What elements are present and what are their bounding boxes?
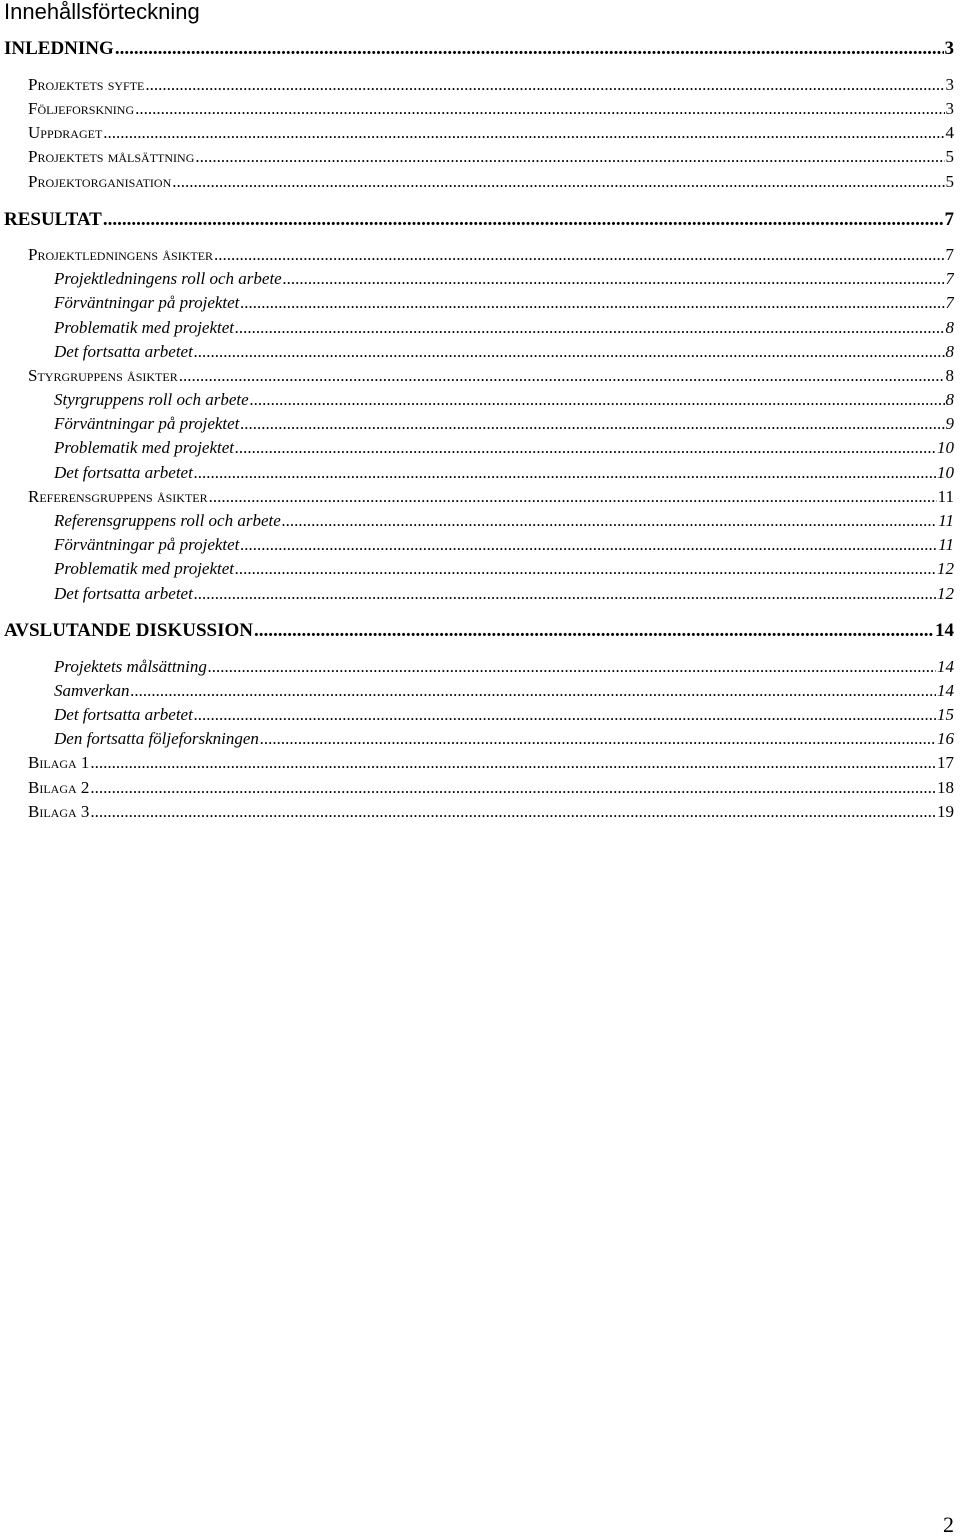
toc-entry-page: 5 xyxy=(945,172,954,191)
toc-entry-title: Projektets målsättning xyxy=(54,657,207,676)
toc-entry-page: 11 xyxy=(938,535,954,554)
toc-entry[interactable] xyxy=(28,98,954,120)
toc-entry[interactable] xyxy=(28,122,954,144)
toc-entry-page: 7 xyxy=(945,245,954,264)
toc-entry[interactable] xyxy=(28,752,954,774)
toc-dot-leader xyxy=(90,752,936,774)
toc-entry[interactable] xyxy=(28,244,954,266)
toc-entry-page: 8 xyxy=(945,390,954,409)
toc-entry-page: 11 xyxy=(938,511,954,530)
toc-entry[interactable] xyxy=(54,437,954,459)
toc-entry[interactable] xyxy=(54,341,954,363)
toc-entry[interactable] xyxy=(28,146,954,168)
toc-entry-page: 15 xyxy=(937,705,954,724)
toc-entry-title: Uppdraget xyxy=(28,123,103,142)
toc-entry-title: Förväntningar på projektet xyxy=(54,293,240,312)
toc-dot-leader xyxy=(235,558,936,580)
toc-entry-title: Det fortsatta arbetet xyxy=(54,342,193,361)
toc-entry-title: Förväntningar på projektet xyxy=(54,535,240,554)
toc-entry-page: 7 xyxy=(945,269,954,288)
toc-entry-title: Projektledningens roll och arbete xyxy=(54,269,282,288)
toc-dot-leader xyxy=(90,777,936,799)
toc-dot-leader xyxy=(282,510,937,532)
toc-dot-leader xyxy=(172,171,944,193)
toc-dot-leader xyxy=(194,462,936,484)
toc-entry[interactable] xyxy=(28,486,954,508)
toc-entry-title: Det fortsatta arbetet xyxy=(54,463,193,482)
toc-dot-leader xyxy=(103,208,944,232)
toc-dot-leader xyxy=(90,801,936,823)
toc-entry[interactable] xyxy=(54,558,954,580)
toc-entry-title: Styrgruppens roll och arbete xyxy=(54,390,249,409)
toc-dot-leader xyxy=(214,244,944,266)
toc-entry-page: 11 xyxy=(937,487,954,506)
toc-dot-leader xyxy=(195,146,944,168)
toc-entry-page: 7 xyxy=(945,293,954,312)
toc-dot-leader xyxy=(131,680,936,702)
toc-entry-page: 19 xyxy=(937,802,954,821)
toc-entry[interactable] xyxy=(54,656,954,678)
toc-entry-page: 4 xyxy=(945,123,954,142)
toc-entry[interactable] xyxy=(28,365,954,387)
page-number: 2 xyxy=(943,1512,954,1537)
toc-entry[interactable] xyxy=(28,777,954,799)
toc-entry-page: 17 xyxy=(937,753,954,772)
toc-entry-title: Förväntningar på projektet xyxy=(54,414,240,433)
toc-entry[interactable] xyxy=(54,704,954,726)
toc-dot-leader xyxy=(115,37,944,61)
toc-entry-title: Projektledningens åsikter xyxy=(28,245,214,264)
toc-entry[interactable] xyxy=(54,680,954,702)
toc-dot-leader xyxy=(208,656,936,678)
toc-dot-leader xyxy=(260,728,936,750)
toc-dot-leader xyxy=(103,122,944,144)
toc-entry-page: 12 xyxy=(937,584,954,603)
toc-entry-page: 8 xyxy=(945,342,954,361)
toc-entry[interactable] xyxy=(54,462,954,484)
toc-dot-leader xyxy=(179,365,945,387)
toc-entry-page: 9 xyxy=(945,414,954,433)
toc-dot-leader xyxy=(240,534,937,556)
toc-entry-title: Den fortsatta följeforskningen xyxy=(54,729,259,748)
toc-entry[interactable] xyxy=(54,583,954,605)
toc-dot-leader xyxy=(240,413,944,435)
toc-entry[interactable] xyxy=(54,728,954,750)
toc-dot-leader xyxy=(235,437,936,459)
toc-entry-title: Problematik med projektet xyxy=(54,559,235,578)
toc-dot-leader xyxy=(283,268,945,290)
toc-entry-title: Problematik med projektet xyxy=(54,438,235,457)
toc-entry-page: 12 xyxy=(937,559,954,578)
toc-entry[interactable] xyxy=(4,208,954,232)
toc-entry-title: INLEDNING xyxy=(4,38,114,59)
toc-entry-title: Följeforskning xyxy=(28,99,135,118)
toc-entry[interactable] xyxy=(54,292,954,314)
toc-entry-title: Bilaga 2 xyxy=(28,778,90,797)
toc-entry-page: 14 xyxy=(937,681,954,700)
toc-entry-page: 8 xyxy=(945,366,954,385)
toc-dot-leader xyxy=(145,74,944,96)
toc-entry[interactable] xyxy=(54,389,954,411)
toc-entry-page: 14 xyxy=(937,657,954,676)
toc-dot-leader xyxy=(194,583,936,605)
toc-entry[interactable] xyxy=(54,317,954,339)
toc-entry-page: 18 xyxy=(937,778,954,797)
toc-entry-title: Styrgruppens åsikter xyxy=(28,366,178,385)
toc-entry-page: 3 xyxy=(945,75,954,94)
toc-entry-title: AVSLUTANDE DISKUSSION xyxy=(4,620,254,641)
toc-dot-leader xyxy=(194,341,945,363)
toc-entry-page: 10 xyxy=(937,463,954,482)
toc-dot-leader xyxy=(240,292,944,314)
toc-entry-title: Referensgruppens roll och arbete xyxy=(54,511,281,530)
toc-entry-page: 3 xyxy=(944,38,954,59)
toc-entry-page: 16 xyxy=(937,729,954,748)
toc-entry[interactable] xyxy=(54,413,954,435)
toc-entry-page: 5 xyxy=(945,147,954,166)
toc-entry-title: Referensgruppens åsikter xyxy=(28,487,208,506)
toc-entry-page: 14 xyxy=(935,620,954,641)
toc-entry[interactable] xyxy=(28,74,954,96)
toc-entry-title: Det fortsatta arbetet xyxy=(54,705,193,724)
toc-entry[interactable] xyxy=(54,510,954,532)
toc-entry[interactable] xyxy=(28,801,954,823)
toc-dot-leader xyxy=(235,317,944,339)
toc-entry-title: RESULTAT xyxy=(4,209,102,230)
toc-entry-title: Problematik med projektet xyxy=(54,318,235,337)
toc-entry-title: Bilaga 3 xyxy=(28,802,90,821)
toc-entry-title: Projektets målsättning xyxy=(28,147,195,166)
page-title: Innehållsförteckning xyxy=(4,0,200,24)
toc-entry[interactable] xyxy=(54,534,954,556)
toc-entry-page: 3 xyxy=(945,99,954,118)
toc-entry[interactable] xyxy=(4,37,954,61)
toc-entry-page: 10 xyxy=(937,438,954,457)
toc-dot-leader xyxy=(254,619,934,643)
toc-entry-title: Projektets syfte xyxy=(28,75,145,94)
toc-entry-title: Bilaga 1 xyxy=(28,753,90,772)
toc-entry[interactable] xyxy=(4,619,954,643)
toc-dot-leader xyxy=(250,389,945,411)
toc-entry[interactable] xyxy=(28,171,954,193)
toc-dot-leader xyxy=(135,98,944,120)
toc-entry[interactable] xyxy=(54,268,954,290)
toc-entry-title: Samverkan xyxy=(54,681,130,700)
toc-entry-page: 7 xyxy=(944,209,954,230)
toc-entry-page: 8 xyxy=(945,318,954,337)
toc-dot-leader xyxy=(194,704,936,726)
toc-entry-title: Projektorganisation xyxy=(28,172,172,191)
toc-dot-leader xyxy=(209,486,937,508)
toc-entry-title: Det fortsatta arbetet xyxy=(54,584,193,603)
